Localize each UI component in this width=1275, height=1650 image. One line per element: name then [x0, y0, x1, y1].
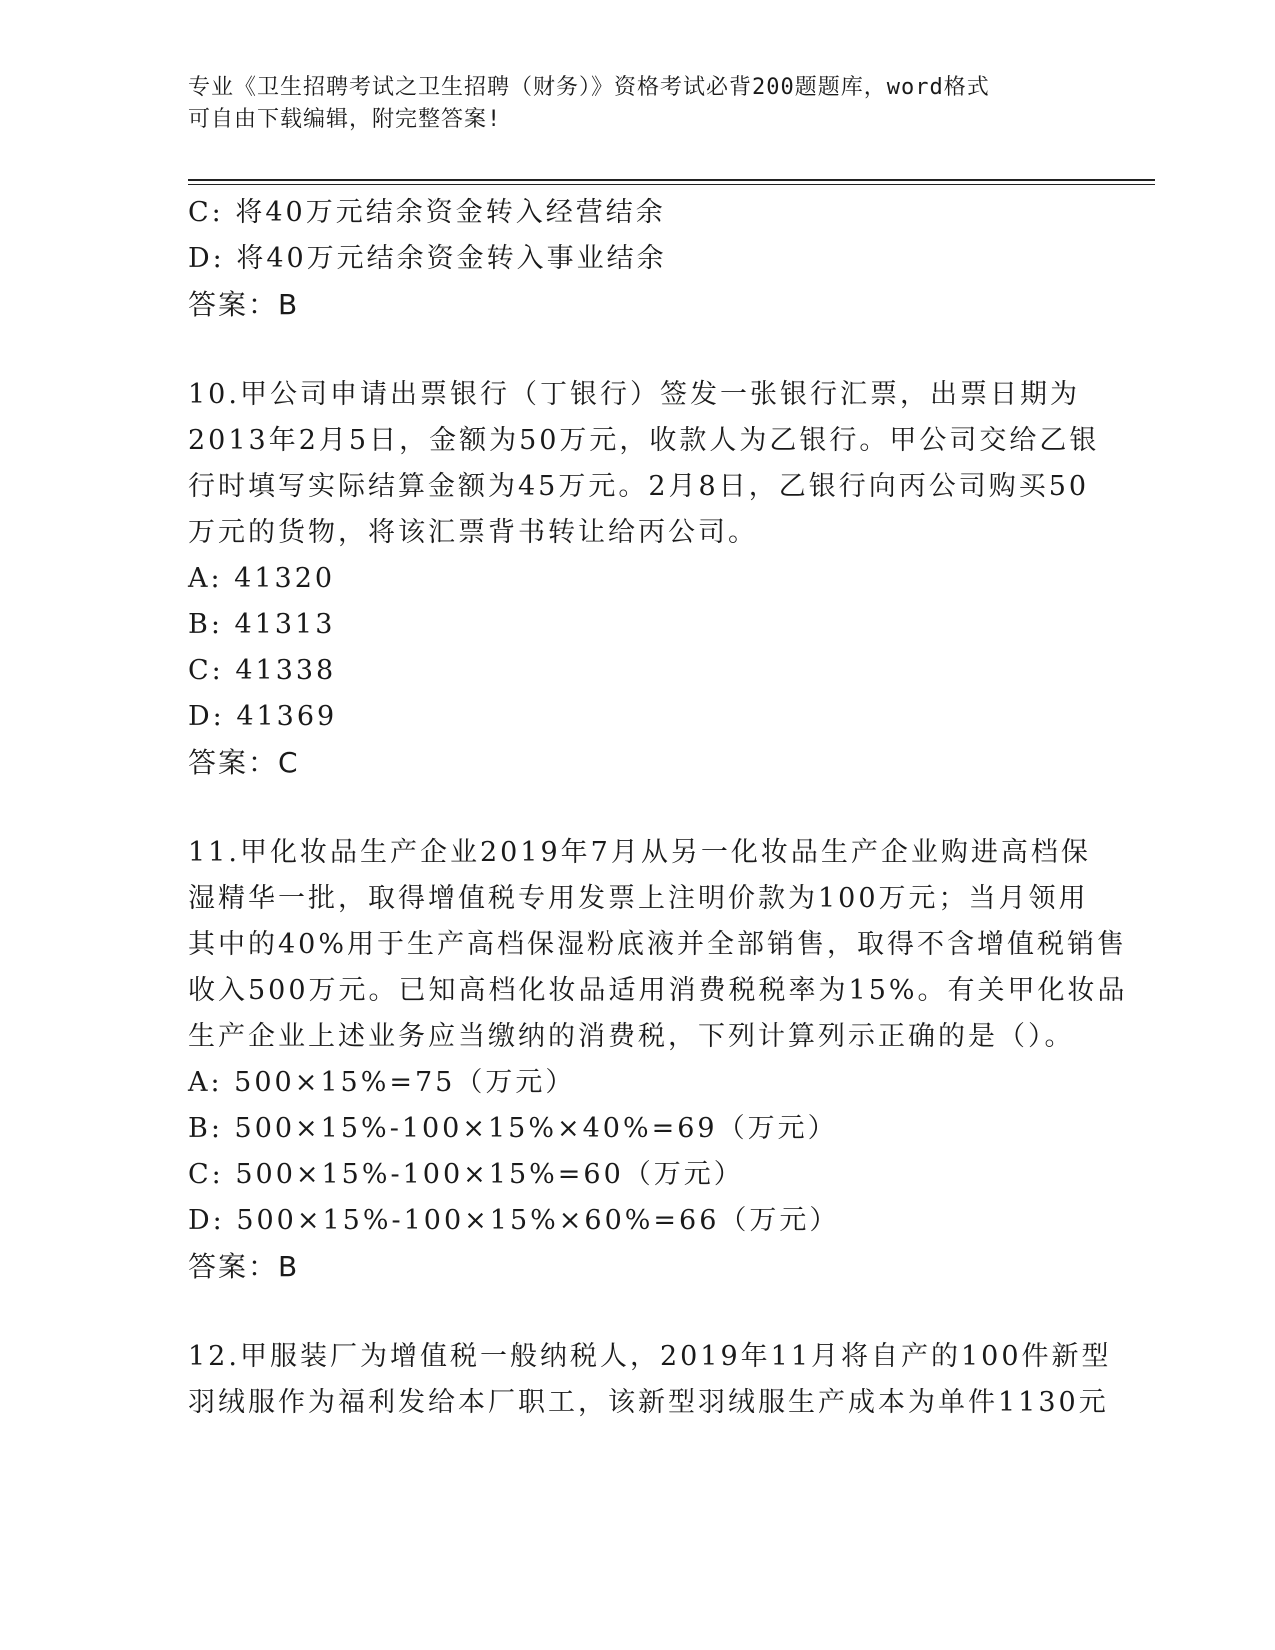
- question-stem-line: 万元的货物，将该汇票背书转让给丙公司。: [188, 517, 758, 548]
- question-content: [188, 190, 1128, 1426]
- question-stem-line: 生产企业上述业务应当缴纳的消费税，下列计算列示正确的是（）。: [188, 1021, 1075, 1052]
- question-stem-line: 2013年2月5日，金额为50万元，收款人为乙银行。甲公司交给乙银: [188, 425, 1100, 456]
- answer-line: 答案：C: [188, 746, 300, 779]
- option-a: A: 41320: [188, 563, 336, 594]
- option-c: C: 41338: [188, 655, 337, 686]
- question-spacer: [188, 328, 1088, 372]
- option-b: B: 41313: [188, 609, 336, 640]
- question-spacer: [188, 1290, 1088, 1334]
- document-header: [188, 72, 1068, 136]
- header-divider-thin: [188, 184, 1155, 185]
- answer-line: 答案：B: [188, 1250, 300, 1283]
- question-stem-line: 10.甲公司申请出票银行（丁银行）签发一张银行汇票，出票日期为: [188, 379, 1080, 410]
- question-stem-line: 其中的40%用于生产高档保湿粉底液并全部销售，取得不含增值税销售: [188, 929, 1128, 960]
- option-d: D: 41369: [188, 701, 338, 732]
- header-title-line-1: 专业《卫生招聘考试之卫生招聘（财务）》资格考试必背200题题库，word格式: [188, 75, 990, 100]
- question-stem-line: 收入500万元。已知高档化妆品适用消费税税率为15%。有关甲化妆品: [188, 975, 1128, 1006]
- header-title-line-2: 可自由下载编辑，附完整答案!: [188, 107, 502, 132]
- previous-question-tail: [188, 190, 1088, 328]
- question-11: [188, 830, 1128, 1290]
- answer-line: 答案：B: [188, 288, 300, 321]
- option-c: C: 将40万元结余资金转入经营结余: [188, 197, 666, 228]
- option-b: B: 500×15%-100×15%×40%=69（万元）: [188, 1113, 838, 1144]
- question-stem-line: 12.甲服装厂为增值税一般纳税人，2019年11月将自产的100件新型: [188, 1341, 1112, 1372]
- question-stem-line: 11.甲化妆品生产企业2019年7月从另一化妆品生产企业购进高档保: [188, 837, 1091, 868]
- question-12: [188, 1334, 1112, 1426]
- question-stem-line: 羽绒服作为福利发给本厂职工，该新型羽绒服生产成本为单件1130元: [188, 1387, 1109, 1418]
- question-stem-line: 湿精华一批，取得增值税专用发票上注明价款为100万元；当月领用: [188, 883, 1089, 914]
- option-c: C: 500×15%-100×15%=60（万元）: [188, 1159, 744, 1190]
- option-d: D: 500×15%-100×15%×60%=66（万元）: [188, 1205, 840, 1236]
- question-spacer: [188, 786, 1088, 830]
- question-10: [188, 372, 1100, 786]
- header-divider-thick: [188, 179, 1155, 181]
- question-stem-line: 行时填写实际结算金额为45万元。2月8日，乙银行向丙公司购买50: [188, 471, 1090, 502]
- option-a: A: 500×15%=75（万元）: [188, 1067, 576, 1098]
- option-d: D: 将40万元结余资金转入事业结余: [188, 243, 667, 274]
